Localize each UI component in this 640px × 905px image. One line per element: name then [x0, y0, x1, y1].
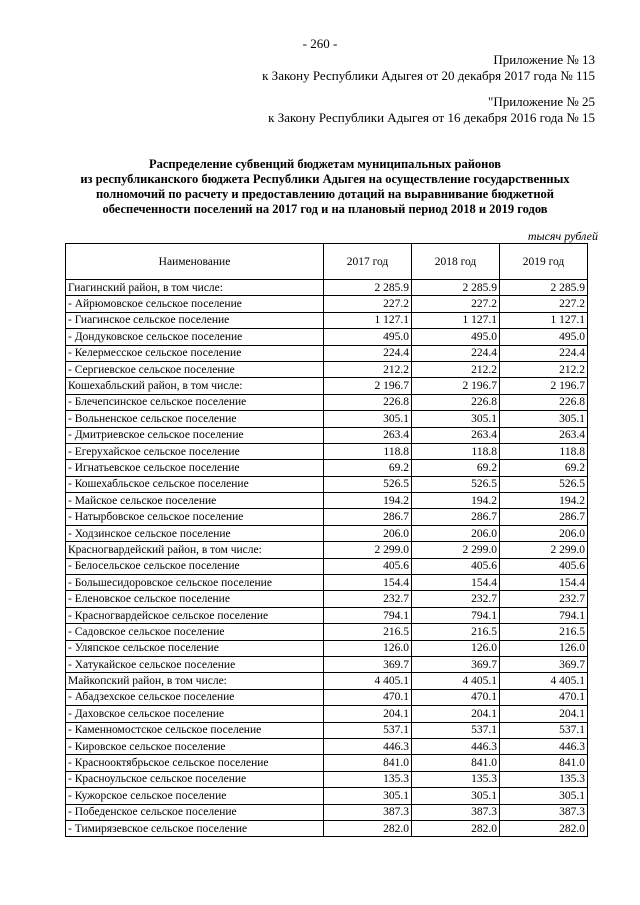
appendix-13-line1: Приложение № 13 — [493, 52, 595, 67]
title-line: полномочий по расчету и предоставлению дотаций на выравнивание бюджетной — [95, 187, 554, 201]
row-value-cell: 387.3 — [324, 804, 412, 820]
row-name-cell: - Сергиевское сельское поселение — [66, 361, 324, 377]
subventions-table — [65, 243, 588, 837]
table-row — [66, 591, 588, 607]
table-row — [66, 738, 588, 754]
row-value-cell: 154.4 — [500, 575, 588, 591]
row-value-cell: 495.0 — [412, 329, 500, 345]
row-value-cell: 794.1 — [412, 607, 500, 623]
table-row — [66, 394, 588, 410]
table-row — [66, 460, 588, 476]
row-name-cell: - Каменномостское сельское поселение — [66, 722, 324, 738]
table-row — [66, 804, 588, 820]
table-body — [66, 280, 588, 837]
row-value-cell: 206.0 — [324, 525, 412, 541]
row-value-cell: 226.8 — [324, 394, 412, 410]
row-value-cell: 224.4 — [412, 345, 500, 361]
row-value-cell: 1 127.1 — [412, 312, 500, 328]
row-value-cell: 2 299.0 — [324, 542, 412, 558]
row-name-cell: - Кошехабльское сельское поселение — [66, 476, 324, 492]
table-row — [66, 624, 588, 640]
row-value-cell: 470.1 — [500, 689, 588, 705]
row-value-cell: 135.3 — [500, 771, 588, 787]
table-row — [66, 771, 588, 787]
row-value-cell: 194.2 — [324, 493, 412, 509]
row-value-cell: 263.4 — [500, 427, 588, 443]
row-value-cell: 226.8 — [500, 394, 588, 410]
row-name-cell: - Еленовское сельское поселение — [66, 591, 324, 607]
row-value-cell: 841.0 — [324, 755, 412, 771]
row-value-cell: 212.2 — [500, 361, 588, 377]
row-value-cell: 2 299.0 — [500, 542, 588, 558]
row-name-cell: - Дондуковское сельское поселение — [66, 329, 324, 345]
row-value-cell: 118.8 — [412, 443, 500, 459]
row-value-cell: 227.2 — [500, 296, 588, 312]
table-row — [66, 607, 588, 623]
row-value-cell: 286.7 — [324, 509, 412, 525]
row-value-cell: 537.1 — [412, 722, 500, 738]
row-value-cell: 2 285.9 — [412, 280, 500, 296]
table-row — [66, 755, 588, 771]
table-row — [66, 378, 588, 394]
row-value-cell: 126.0 — [324, 640, 412, 656]
row-value-cell: 794.1 — [500, 607, 588, 623]
row-value-cell: 204.1 — [324, 706, 412, 722]
row-value-cell: 405.6 — [324, 558, 412, 574]
row-value-cell: 526.5 — [324, 476, 412, 492]
row-value-cell: 446.3 — [500, 738, 588, 754]
row-value-cell: 470.1 — [412, 689, 500, 705]
table-row — [66, 296, 588, 312]
row-name-cell: Красногвардейский район, в том числе: — [66, 542, 324, 558]
row-value-cell: 286.7 — [412, 509, 500, 525]
row-value-cell: 194.2 — [412, 493, 500, 509]
row-value-cell: 135.3 — [324, 771, 412, 787]
table-row — [66, 656, 588, 672]
row-name-cell: - Гиагинское сельское поселение — [66, 312, 324, 328]
table-row — [66, 280, 588, 296]
row-value-cell: 841.0 — [500, 755, 588, 771]
row-name-cell: - Красноульское сельское поселение — [66, 771, 324, 787]
table-row — [66, 427, 588, 443]
row-value-cell: 263.4 — [324, 427, 412, 443]
row-value-cell: 4 405.1 — [412, 673, 500, 689]
header-2018: 2018 год — [412, 244, 500, 280]
row-value-cell: 194.2 — [500, 493, 588, 509]
title-line: Распределение субвенций бюджетам муниципальных районов — [148, 157, 502, 171]
row-value-cell: 2 196.7 — [500, 378, 588, 394]
row-name-cell: - Большесидоровское сельское поселение — [66, 575, 324, 591]
table-row — [66, 689, 588, 705]
row-value-cell: 2 285.9 — [500, 280, 588, 296]
header-2019: 2019 год — [500, 244, 588, 280]
row-value-cell: 446.3 — [324, 738, 412, 754]
row-name-cell: - Краснооктябрьское сельское поселение — [66, 755, 324, 771]
table-row — [66, 820, 588, 836]
row-value-cell: 305.1 — [412, 788, 500, 804]
table-row — [66, 476, 588, 492]
row-value-cell: 118.8 — [324, 443, 412, 459]
row-value-cell: 1 127.1 — [324, 312, 412, 328]
row-value-cell: 794.1 — [324, 607, 412, 623]
row-name-cell: - Белосельское сельское поселение — [66, 558, 324, 574]
appendix-25-reference — [268, 94, 595, 126]
table-row — [66, 312, 588, 328]
appendix-13-reference — [262, 52, 595, 84]
row-name-cell: - Абадзехское сельское поселение — [66, 689, 324, 705]
row-value-cell: 2 299.0 — [412, 542, 500, 558]
row-value-cell: 446.3 — [412, 738, 500, 754]
row-name-cell: - Блечепсинское сельское поселение — [66, 394, 324, 410]
row-value-cell: 537.1 — [500, 722, 588, 738]
row-value-cell: 305.1 — [324, 788, 412, 804]
table-row — [66, 542, 588, 558]
row-value-cell: 212.2 — [324, 361, 412, 377]
row-value-cell: 305.1 — [500, 788, 588, 804]
row-name-cell: - Садовское сельское поселение — [66, 624, 324, 640]
table-row — [66, 345, 588, 361]
row-value-cell: 387.3 — [412, 804, 500, 820]
document-title — [60, 157, 590, 217]
row-value-cell: 118.8 — [500, 443, 588, 459]
row-value-cell: 369.7 — [324, 656, 412, 672]
table-row — [66, 640, 588, 656]
row-value-cell: 154.4 — [324, 575, 412, 591]
row-value-cell: 206.0 — [412, 525, 500, 541]
row-name-cell: - Вольненское сельское поселение — [66, 411, 324, 427]
row-name-cell: - Айрюмовское сельское поселение — [66, 296, 324, 312]
row-value-cell: 216.5 — [412, 624, 500, 640]
row-value-cell: 526.5 — [412, 476, 500, 492]
row-name-cell: - Кужорское сельское поселение — [66, 788, 324, 804]
title-line: обеспеченности поселений на 2017 год и на плановый период 2018 и 2019 годов — [102, 202, 548, 216]
row-name-cell: - Тимирязевское сельское поселение — [66, 820, 324, 836]
row-value-cell: 126.0 — [412, 640, 500, 656]
row-value-cell: 216.5 — [500, 624, 588, 640]
row-value-cell: 206.0 — [500, 525, 588, 541]
row-value-cell: 4 405.1 — [500, 673, 588, 689]
row-value-cell: 405.6 — [412, 558, 500, 574]
row-name-cell: - Кировское сельское поселение — [66, 738, 324, 754]
row-value-cell: 305.1 — [412, 411, 500, 427]
row-name-cell: - Дмитриевское сельское поселение — [66, 427, 324, 443]
row-value-cell: 282.0 — [324, 820, 412, 836]
table-row — [66, 558, 588, 574]
row-value-cell: 154.4 — [412, 575, 500, 591]
row-value-cell: 69.2 — [324, 460, 412, 476]
row-name-cell: Майкопский район, в том числе: — [66, 673, 324, 689]
row-value-cell: 227.2 — [324, 296, 412, 312]
table-row — [66, 509, 588, 525]
row-value-cell: 232.7 — [324, 591, 412, 607]
row-name-cell: - Хатукайское сельское поселение — [66, 656, 324, 672]
row-name-cell: - Победенское сельское поселение — [66, 804, 324, 820]
table-row — [66, 722, 588, 738]
row-name-cell: - Ходзинское сельское поселение — [66, 525, 324, 541]
row-value-cell: 387.3 — [500, 804, 588, 820]
row-name-cell: - Игнатьевское сельское поселение — [66, 460, 324, 476]
row-value-cell: 69.2 — [500, 460, 588, 476]
table-row — [66, 361, 588, 377]
table-row — [66, 329, 588, 345]
row-value-cell: 305.1 — [324, 411, 412, 427]
appendix-25-line2: к Закону Республики Адыгея от 16 декабря 2016 года № 15 — [268, 110, 595, 125]
row-value-cell: 405.6 — [500, 558, 588, 574]
table-row — [66, 575, 588, 591]
table-row — [66, 493, 588, 509]
row-value-cell: 69.2 — [412, 460, 500, 476]
row-value-cell: 204.1 — [500, 706, 588, 722]
table-row — [66, 706, 588, 722]
row-value-cell: 537.1 — [324, 722, 412, 738]
row-name-cell: - Егерухайское сельское поселение — [66, 443, 324, 459]
row-name-cell: - Уляпское сельское поселение — [66, 640, 324, 656]
row-value-cell: 841.0 — [412, 755, 500, 771]
row-value-cell: 495.0 — [324, 329, 412, 345]
row-value-cell: 369.7 — [412, 656, 500, 672]
title-line: из республиканского бюджета Республики Адыгея на осуществление государственных — [80, 172, 570, 186]
row-name-cell: Гиагинский район, в том числе: — [66, 280, 324, 296]
row-name-cell: - Келермесское сельское поселение — [66, 345, 324, 361]
row-value-cell: 227.2 — [412, 296, 500, 312]
appendix-25-line1: "Приложение № 25 — [488, 94, 595, 109]
row-value-cell: 216.5 — [324, 624, 412, 640]
table-row — [66, 443, 588, 459]
row-name-cell: - Натырбовское сельское поселение — [66, 509, 324, 525]
row-value-cell: 2 196.7 — [412, 378, 500, 394]
row-value-cell: 2 196.7 — [324, 378, 412, 394]
row-value-cell: 224.4 — [324, 345, 412, 361]
row-value-cell: 1 127.1 — [500, 312, 588, 328]
table-row — [66, 525, 588, 541]
row-value-cell: 282.0 — [412, 820, 500, 836]
units-label: тысяч рублей — [527, 229, 598, 243]
table-header-row — [66, 244, 588, 280]
table-row — [66, 673, 588, 689]
row-value-cell: 2 285.9 — [324, 280, 412, 296]
row-value-cell: 495.0 — [500, 329, 588, 345]
row-value-cell: 232.7 — [500, 591, 588, 607]
header-name: Наименование — [66, 244, 324, 280]
row-value-cell: 226.8 — [412, 394, 500, 410]
row-name-cell: - Даховское сельское поселение — [66, 706, 324, 722]
row-value-cell: 369.7 — [500, 656, 588, 672]
header-2017: 2017 год — [324, 244, 412, 280]
row-value-cell: 126.0 — [500, 640, 588, 656]
row-value-cell: 135.3 — [412, 771, 500, 787]
table-row — [66, 411, 588, 427]
row-value-cell: 526.5 — [500, 476, 588, 492]
row-value-cell: 212.2 — [412, 361, 500, 377]
row-value-cell: 224.4 — [500, 345, 588, 361]
row-value-cell: 204.1 — [412, 706, 500, 722]
row-value-cell: 4 405.1 — [324, 673, 412, 689]
row-name-cell: - Красногвардейское сельское поселение — [66, 607, 324, 623]
row-value-cell: 232.7 — [412, 591, 500, 607]
row-value-cell: 263.4 — [412, 427, 500, 443]
row-value-cell: 282.0 — [500, 820, 588, 836]
row-value-cell: 305.1 — [500, 411, 588, 427]
page-number: - 260 - — [302, 36, 338, 51]
appendix-13-line2: к Закону Республики Адыгея от 20 декабря 2017 года № 115 — [262, 68, 595, 83]
row-value-cell: 470.1 — [324, 689, 412, 705]
row-value-cell: 286.7 — [500, 509, 588, 525]
row-name-cell: Кошехабльский район, в том числе: — [66, 378, 324, 394]
row-name-cell: - Майское сельское поселение — [66, 493, 324, 509]
table-row — [66, 788, 588, 804]
